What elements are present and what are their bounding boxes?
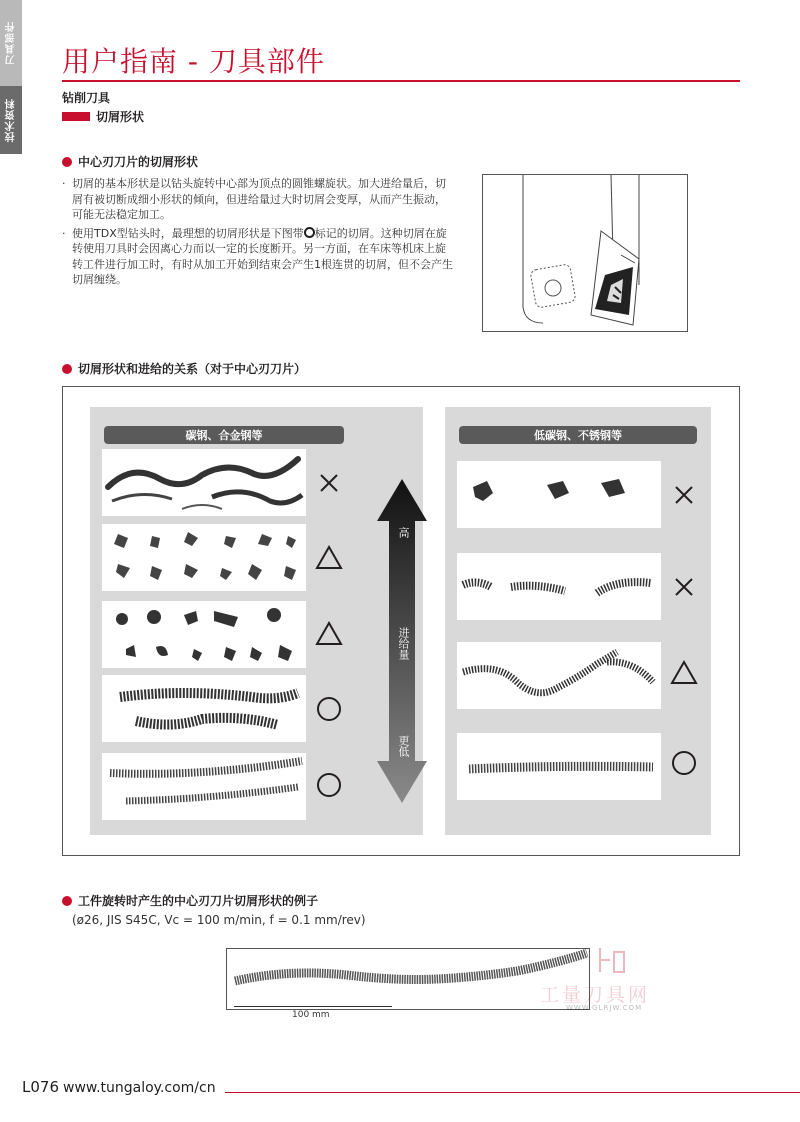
cross-mark-icon xyxy=(670,481,698,509)
carbon-steel-label: 碳钢、合金钢等 xyxy=(104,426,344,444)
triangle-mark-icon xyxy=(315,620,343,648)
section-title: 切屑形状 xyxy=(96,110,145,124)
intro-bullet: · 使用TDX型钻头时，最理想的切屑形状是下图带 标记的切屑。这种切屑在旋转使用刀具时会因离心力而以一定的长度断开。另一方面，在车床等机床上旋转工件进行加工时，有时从加工开始到结束会产生1根连贯的切屑，但不会产生切屑缠绕。 xyxy=(62,226,454,288)
circle-mark-icon xyxy=(304,227,315,238)
chip-photo xyxy=(102,753,306,820)
triangle-mark-icon xyxy=(315,544,343,572)
chip-shape-figure xyxy=(62,386,740,856)
chip-photo xyxy=(102,675,306,742)
arrow-label-feed: 进给量 xyxy=(397,627,410,660)
chip-photo xyxy=(457,733,661,800)
relation-heading-text: 切屑形状和进给的关系（对于中心刃刀片） xyxy=(78,362,307,376)
chip-photo xyxy=(102,449,306,516)
scale-label: 100 mm xyxy=(292,1010,330,1020)
watermark-logo xyxy=(596,946,628,974)
bullet-dot-icon xyxy=(62,364,72,374)
watermark-url: WWW.GLRJW.COM xyxy=(566,1004,643,1012)
drill-insert-figure xyxy=(482,174,688,332)
intro-heading-text: 中心刃刀片的切屑形状 xyxy=(78,155,199,169)
scale-bar xyxy=(234,1006,392,1007)
arrow-label-high: 高 xyxy=(397,527,410,538)
low-carbon-steel-panel xyxy=(445,407,711,835)
chip-photo xyxy=(457,461,661,528)
sidebar-tab-label: 技术资料 xyxy=(5,98,17,142)
footer-divider xyxy=(225,1092,800,1093)
page-number: L076 xyxy=(22,1078,59,1096)
example-heading xyxy=(62,892,318,909)
intro-bullet: · 切屑的基本形状是以钻头旋转中心部为顶点的圆锥螺旋状。加大进给量后，切屑有被切断成细小形状的倾向，但进给量过大时切屑会变厚，从而产生振动，可能无法稳定加工。 xyxy=(62,176,454,223)
section-marker xyxy=(62,112,90,121)
chip-photo xyxy=(102,601,306,668)
relation-heading xyxy=(62,360,306,377)
sidebar-tab-label: 刀具部件 xyxy=(5,21,17,65)
sidebar-tab-technical-data[interactable] xyxy=(0,86,22,154)
chip-photo xyxy=(102,524,306,591)
circle-mark-icon xyxy=(670,749,698,777)
sidebar-tab-tool-parts[interactable] xyxy=(0,0,22,86)
intro-list xyxy=(62,176,454,291)
circle-mark-icon xyxy=(315,771,343,799)
chip-photo xyxy=(457,642,661,709)
low-carbon-steel-label: 低碳钢、不锈钢等 xyxy=(459,426,697,444)
example-chip-photo xyxy=(226,948,590,1010)
page-title: 用户指南 - 刀具部件 xyxy=(62,45,325,78)
example-conditions: (ø26, JIS S45C, Vc = 100 m/min, f = 0.1 mm/rev) xyxy=(72,913,366,927)
title-divider xyxy=(62,80,740,82)
bullet-dot-icon xyxy=(62,157,72,167)
example-heading-text: 工件旋转时产生的中心刃刀片切屑形状的例子 xyxy=(78,894,319,908)
intro-heading xyxy=(62,153,198,170)
triangle-mark-icon xyxy=(670,659,698,687)
subtitle: 钻削刀具 xyxy=(62,91,111,105)
footer-link[interactable]: www.tungaloy.com/cn xyxy=(63,1080,216,1096)
carbon-steel-panel xyxy=(90,407,423,835)
cross-mark-icon xyxy=(670,573,698,601)
watermark-text: 工量刀具网 xyxy=(540,984,651,1006)
circle-mark-icon xyxy=(315,695,343,723)
bullet-dot-icon xyxy=(62,896,72,906)
cross-mark-icon xyxy=(315,469,343,497)
drill-insert-illustration xyxy=(483,175,688,332)
arrow-label-low: 更低 xyxy=(397,735,410,757)
chip-photo xyxy=(457,553,661,620)
